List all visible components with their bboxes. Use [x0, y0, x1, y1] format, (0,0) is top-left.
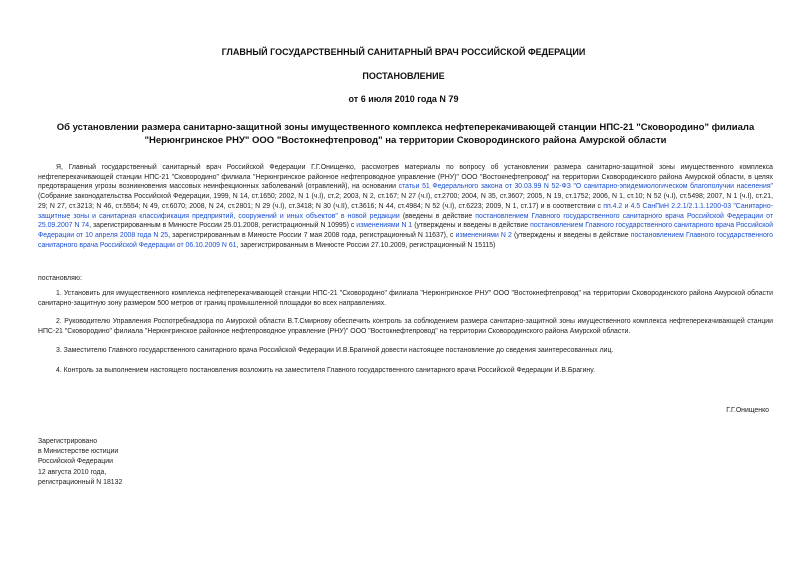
preamble-text: (Собрание законодательства Российской Федерации, 1999, N 14, ст.1650; 2002, N 1 (ч.I), ст.2; 2003, N 2, ст.167; N 27 (ч.I), ст.2700; 2004, N 35, ст.3607; 2005, N 19, ст.1752; 2006, N 1, ст.10; N 52 (ч.I), ст.5498; 2007, N 1 (ч.I), ст.21, 29; N 27, ст.3213; N 46, ст.5554; N 49, ст.6070; 2008, N 24, ст.2801; N 29 (ч.I), ст.3418; N 30 (ч.II), ст.3616; N 44, ст.4984; N 52 (ч.I), ст.6223; 2009, N 1, ст.17) и в соответствии с: [38, 193, 773, 210]
preamble-text: , зарегистрированным в Минюсте России 25.01.2008, регистрационный N 10995) с: [89, 222, 357, 230]
item-4: 4. Контроль за выполнением настоящего постановления возложить на заместителя Главного государственного санитарного врача Российской Федерации И.В.Брагину.: [56, 367, 595, 374]
link-sanpin[interactable]: пп.4.2 и 4.5 СанПиН 2.2.1/2.1.1.1200-03 "Санитарно-защитные зоны и санитарная классификация предприятий, сооружений и иных объектов" в новой редакции: [38, 202, 773, 220]
document-date-number: от 6 июля 2010 года N 79: [348, 94, 459, 104]
signature: Г.Г.Онищенко: [726, 407, 769, 414]
link-amendments-1[interactable]: изменениями N 1: [356, 222, 413, 230]
registration-line: 12 августа 2010 года,: [38, 468, 107, 476]
preamble-text: , зарегистрированным в Минюсте России 27.10.2009, регистрационный N 15115): [236, 241, 496, 249]
preamble-text: (утверждены и введены в действие: [412, 222, 531, 230]
link-resolution-74[interactable]: постановлением Главного государственного санитарного врача Российской Федерации от 25.09.2007 N 74: [38, 212, 774, 230]
document-type: ПОСТАНОВЛЕНИЕ: [362, 71, 445, 81]
preamble-text: (утверждены и введены в действие: [511, 231, 631, 239]
registration-line: Зарегистрировано: [38, 438, 98, 445]
registration-line: в Министерстве юстиции: [38, 448, 119, 456]
registration-line: регистрационный N 18132: [38, 478, 123, 486]
link-resolution-61[interactable]: постановлением Главного государственного санитарного врача Российской Федерации от 06.10.2009 N 61: [38, 231, 773, 249]
preamble-text: (введены в действие: [399, 212, 476, 220]
link-amendments-2[interactable]: изменениями N 2: [455, 231, 512, 239]
item-3: 3. Заместителю Главного государственного санитарного врача Российской Федерации И.В.Брагиной довести настоящее постановление до сведения заинтересованных лиц.: [56, 347, 614, 354]
registration-line: Российской Федерации: [38, 458, 113, 466]
document-title: Об установлении размера санитарно-защитной зоны имущественного комплекса нефтеперекачивающей станции НПС-21 "Сковородино" филиала "Нерюнгринское РНУ" ООО "Востокнефтепровод" на территории Сковородинского района Амурской области: [56, 122, 755, 146]
link-federal-law[interactable]: статьи 51 Федерального закона от 30.03.99 N 52-ФЗ "О санитарно-эпидемиологическом благополучии населения": [398, 183, 774, 191]
preamble-paragraph: [38, 163, 773, 250]
link-resolution-25[interactable]: постановлением Главного государственного санитарного врача Российской Федерации от 10 апреля 2008 года N 25: [38, 222, 773, 239]
preamble-text: Я, Главный государственный санитарный врач Российской Федерации Г.Г.Онищенко, рассмотрев материалы по вопросу об установлении размера санитарно-защитной зоны имущественного комплекса нефтеперекачивающей станции НПС-21 "Сковородино" филиала "Нерюнгринское районное нефтепроводное управление (РНУ)" ООО "Востокнефтепровод" на территории Сковородинского района Амурской области, в целях предотвращения угрозы возникновения массовых неинфекционных заболеваний (отравлений), на основании: [38, 164, 773, 191]
issuing-authority: ГЛАВНЫЙ ГОСУДАРСТВЕННЫЙ САНИТАРНЫЙ ВРАЧ РОССИЙСКОЙ ФЕДЕРАЦИИ: [221, 47, 586, 57]
item-2: 2. Руководителю Управления Роспотребнадзора по Амурской области В.Т.Смирнову обеспечить контроль за соблюдением размера санитарно-защитной зоны имущественного комплекса нефтеперекачивающей станции НПС-21 "Сковородино" филиала "Нерюнгринское районное нефтепроводное управление (РНУ)" ООО "Востокнефтепровод" на территории Сковородинского района Амурской области.: [38, 318, 773, 335]
preamble-text: , зарегистрированным в Минюсте России 7 мая 2008 года, регистрационный N 11637), с: [168, 231, 456, 239]
resolves-label: постановляю:: [38, 275, 82, 282]
registration-block: [38, 437, 122, 488]
item-1: 1. Установить для имущественного комплекса нефтеперекачивающей станции НПС-21 "Сковородино" филиала "Нерюнгринское РНУ" ООО "Востокнефтепровод" на территории Сковородинского района Амурской области санитарно-защитную зону размером 500 метров от границ промышленной площадки во всех направлениях.: [38, 290, 773, 307]
